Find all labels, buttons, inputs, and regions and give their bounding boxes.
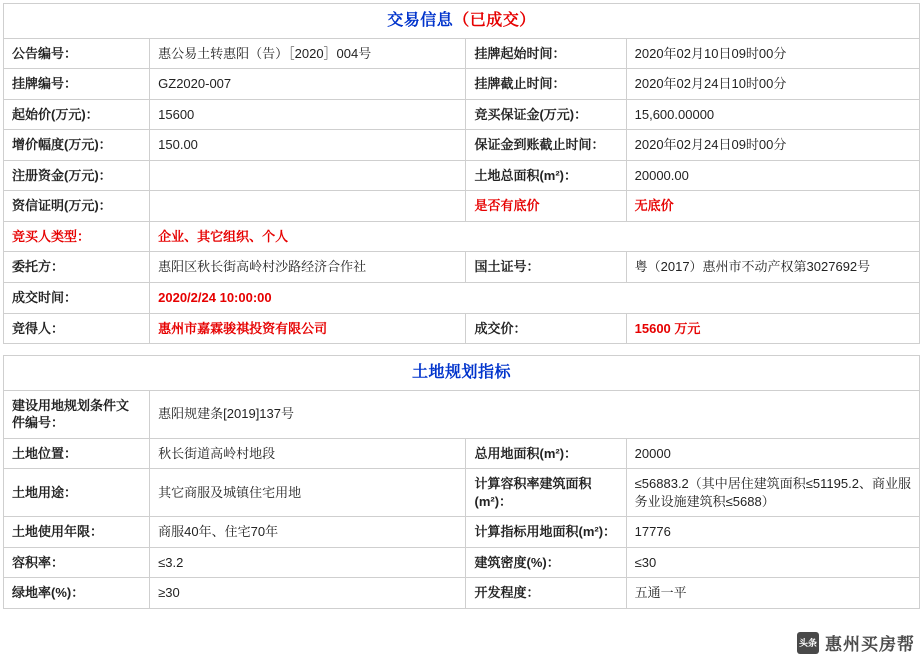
deposit-deadline-label: 保证金到账截止时间： (466, 130, 626, 161)
table-row (4, 221, 920, 252)
price-increment-value: 150.00 (150, 130, 466, 161)
development-level-label: 开发程度： (466, 578, 626, 609)
deal-price-value: 15600 万元 (626, 313, 919, 344)
listing-start-time-value: 2020年02月10日09时00分 (626, 38, 919, 69)
planning-doc-number-value: 惠阳规建条[2019]137号 (150, 390, 920, 438)
land-location-value: 秋长街道高岭村地段 (150, 438, 466, 469)
watermark (797, 630, 915, 655)
deal-time-value: 2020/2/24 10:00:00 (150, 282, 920, 313)
total-site-area-label: 总用地面积(m²)： (466, 438, 626, 469)
deal-time-label: 成交时间： (4, 282, 150, 313)
table-row (4, 252, 920, 283)
credit-certificate-value (150, 191, 466, 222)
total-land-area-value: 20000.00 (626, 160, 919, 191)
listing-end-time-value: 2020年02月24日10时00分 (626, 69, 919, 100)
total-site-area-value: 20000 (626, 438, 919, 469)
plot-ratio-value: ≤3.2 (150, 547, 466, 578)
entrust-party-value: 惠阳区秋长街高岭村沙路经济合作社 (150, 252, 466, 283)
announcement-number-label: 公告编号： (4, 38, 150, 69)
listing-end-time-label: 挂牌截止时间： (466, 69, 626, 100)
total-land-area-label: 土地总面积(m²)： (466, 160, 626, 191)
table-row (4, 38, 920, 69)
table-row (4, 313, 920, 344)
reserve-price-label: 是否有底价 (466, 191, 626, 222)
document-page (0, 3, 923, 661)
winner-value: 惠州市嘉霖骏祺投资有限公司 (150, 313, 466, 344)
land-use-value: 其它商服及城镇住宅用地 (150, 469, 466, 517)
table-row (4, 130, 920, 161)
table-row (4, 390, 920, 438)
price-increment-label: 增价幅度(万元)： (4, 130, 150, 161)
green-ratio-value: ≥30 (150, 578, 466, 609)
green-ratio-label: 绿地率(%)： (4, 578, 150, 609)
deposit-value: 15,600.00000 (626, 99, 919, 130)
trade-info-title-suffix: （已成交） (453, 12, 536, 29)
land-tenure-label: 土地使用年限： (4, 517, 150, 548)
development-level-value: 五通一平 (626, 578, 919, 609)
credit-certificate-label: 资信证明(万元)： (4, 191, 150, 222)
table-row (4, 438, 920, 469)
far-floor-area-label: 计算容积率建筑面积(m²)： (466, 469, 626, 517)
far-floor-area-value: ≤56883.2（其中居住建筑面积≤51195.2、商业服务业设施建筑积≤5688） (626, 469, 919, 517)
land-certificate-value: 粤（2017）惠州市不动产权第3027692号 (626, 252, 919, 283)
table-row (4, 160, 920, 191)
listing-number-value: GZ2020-007 (150, 69, 466, 100)
indicator-site-area-label: 计算指标用地面积(m²)： (466, 517, 626, 548)
listing-number-label: 挂牌编号： (4, 69, 150, 100)
start-price-value: 15600 (150, 99, 466, 130)
table-row (4, 356, 920, 391)
planning-doc-number-label: 建设用地规划条件文件编号： (4, 390, 150, 438)
table-row (4, 578, 920, 609)
land-planning-title: 土地规划指标 (4, 356, 920, 391)
section-divider (0, 344, 923, 352)
land-tenure-value: 商服40年、住宅70年 (150, 517, 466, 548)
building-density-value: ≤30 (626, 547, 919, 578)
land-certificate-label: 国土证号： (466, 252, 626, 283)
trade-info-title-main: 交易信息 (387, 12, 454, 29)
land-use-label: 土地用途： (4, 469, 150, 517)
deal-price-label: 成交价： (466, 313, 626, 344)
registered-capital-value (150, 160, 466, 191)
winner-label: 竞得人： (4, 313, 150, 344)
trade-info-table (3, 3, 920, 344)
bidder-type-label: 竞买人类型： (4, 221, 150, 252)
deposit-label: 竞买保证金(万元)： (466, 99, 626, 130)
start-price-label: 起始价(万元)： (4, 99, 150, 130)
table-row (4, 469, 920, 517)
land-location-label: 土地位置： (4, 438, 150, 469)
deposit-deadline-value: 2020年02月24日09时00分 (626, 130, 919, 161)
building-density-label: 建筑密度(%)： (466, 547, 626, 578)
watermark-label: 惠州买房帮 (825, 635, 915, 654)
trade-info-title (4, 4, 920, 39)
registered-capital-label: 注册资金(万元)： (4, 160, 150, 191)
indicator-site-area-value: 17776 (626, 517, 919, 548)
reserve-price-value: 无底价 (626, 191, 919, 222)
table-row (4, 517, 920, 548)
table-row (4, 99, 920, 130)
toutiao-logo-icon: 头条 (797, 632, 819, 654)
table-row (4, 282, 920, 313)
table-row (4, 4, 920, 39)
table-row (4, 547, 920, 578)
table-row (4, 191, 920, 222)
entrust-party-label: 委托方： (4, 252, 150, 283)
plot-ratio-label: 容积率： (4, 547, 150, 578)
table-row (4, 69, 920, 100)
bidder-type-value: 企业、其它组织、个人 (150, 221, 920, 252)
land-planning-table (3, 355, 920, 609)
listing-start-time-label: 挂牌起始时间： (466, 38, 626, 69)
announcement-number-value: 惠公易土转惠阳（告）［2020］004号 (150, 38, 466, 69)
